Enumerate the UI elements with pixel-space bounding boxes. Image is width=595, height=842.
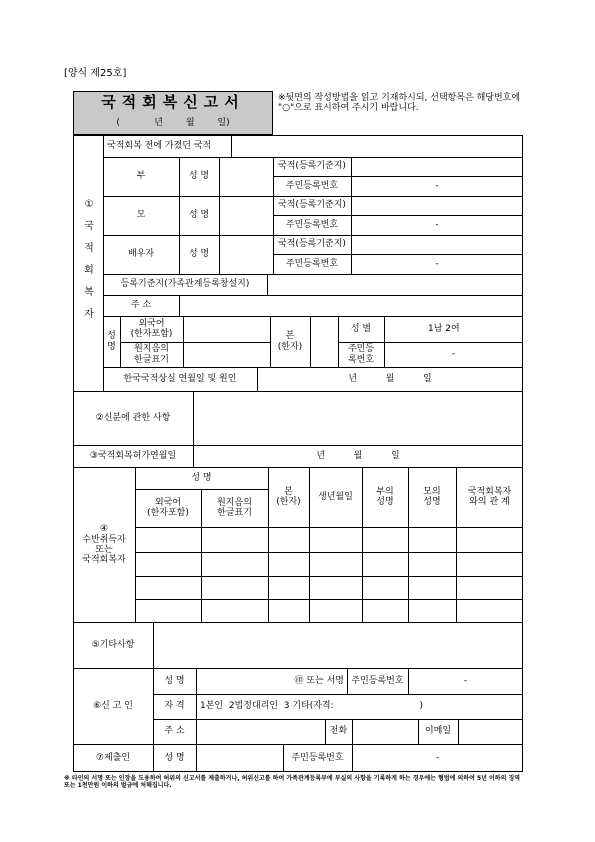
s7-rrn-field[interactable]: - (435, 752, 440, 763)
s6-phone-label: 전화 (329, 726, 348, 737)
form-label: [양식 제25호] (64, 68, 127, 80)
rrn-field[interactable]: - (451, 349, 456, 360)
father-rrn-field[interactable]: - (435, 180, 439, 191)
s7-name-field[interactable] (197, 745, 282, 771)
s6-signature[interactable]: ㊞ 또는 서명 (294, 675, 344, 686)
s4-father-header: 부의 성명 (376, 486, 394, 507)
name-vertical-label: 성 명 (107, 331, 116, 352)
section2-label: ②신분에 관한 사항 (95, 412, 171, 423)
hangul-name-field[interactable] (184, 343, 269, 366)
identity-field[interactable] (194, 392, 522, 444)
s6-qualification-options[interactable]: 1본인 2법정대리인 3 기타(자격: ) (200, 701, 423, 712)
s6-address-label: 주 소 (164, 726, 185, 737)
prev-nationality-label: 국적회복 전에 가졌던 국적 (107, 140, 212, 151)
s4-mother-header: 모의 성명 (423, 486, 441, 507)
section3-label: ③국적회복허가연월일 (89, 450, 177, 461)
table-row[interactable] (136, 577, 522, 598)
table-row[interactable] (136, 528, 522, 551)
spouse-label: 배우자 (127, 249, 155, 260)
s6-rrn-field[interactable]: - (463, 675, 468, 686)
s6-phone-field[interactable] (353, 720, 417, 743)
gender-label: 성 별 (350, 323, 372, 334)
father-nationality-field[interactable] (352, 158, 522, 175)
loss-date-field[interactable]: 년 월 일 (348, 373, 432, 384)
other-notes-field[interactable] (154, 623, 522, 667)
s6-qualification-label: 자 격 (164, 701, 185, 712)
rrn-short-label: 주민등 록번호 (347, 344, 375, 365)
mother-name-label: 성 명 (188, 210, 210, 221)
section6-label: ⑥신 고 인 (93, 700, 133, 711)
mother-nationality-label: 국적(등록기준지) (278, 200, 346, 211)
table-row[interactable] (136, 553, 522, 575)
s4-birth-header: 생년월일 (318, 491, 353, 502)
loss-date-label: 한국국적상실 연월일 및 원인 (123, 373, 237, 384)
mother-nationality-field[interactable] (352, 197, 522, 214)
spouse-name-field[interactable] (220, 236, 272, 273)
s4-relation-header: 국적회복자 와의 관 계 (467, 486, 512, 507)
father-nationality-label: 국적(등록기준지) (278, 161, 346, 172)
table-row[interactable] (136, 600, 522, 621)
s6-address-field[interactable] (197, 720, 324, 743)
section5-label: ⑤기타사항 (91, 639, 135, 650)
s4-bon-header: 본 (한자) (276, 486, 301, 507)
address-field[interactable] (180, 296, 522, 315)
address-label: 주 소 (130, 300, 152, 311)
spouse-rrn-label: 주민등록번호 (285, 258, 339, 269)
mother-name-field[interactable] (220, 197, 272, 234)
spouse-rrn-field[interactable]: - (435, 258, 439, 269)
bon-label: 본 (한자) (277, 331, 303, 352)
mother-rrn-field[interactable]: - (435, 219, 439, 230)
spouse-nationality-label: 국적(등록기준지) (278, 239, 346, 250)
prev-nationality-field[interactable] (232, 136, 522, 157)
s4-foreign-header: 외국어 (한자포함) (147, 497, 189, 518)
registration-base-field[interactable] (268, 275, 522, 294)
s7-name-label: 성 명 (164, 752, 185, 763)
spouse-nationality-field[interactable] (352, 236, 522, 253)
s6-email-label: 이메일 (424, 726, 452, 737)
foreign-lang-label: 외국어 (한자포함) (130, 318, 173, 339)
permit-date-field[interactable]: 년 월 일 (316, 450, 400, 461)
mother-label: 모 (136, 210, 146, 221)
section4-label: ④ 수반취득자 또는 국적회복자 (82, 524, 126, 566)
s4-name-header: 성 명 (191, 472, 212, 483)
section7-label: ⑦제출인 (95, 752, 131, 763)
gender-options[interactable]: 1남 2여 (428, 323, 460, 334)
mother-rrn-label: 주민등록번호 (285, 219, 339, 230)
father-label: 부 (136, 171, 146, 182)
spouse-name-label: 성 명 (188, 249, 210, 260)
footnote: ※ 타인의 서명 또는 인장을 도용하여 허위의 신고서를 제출하거나, 허위신고를 하여 가족관계등록부에 부실의 사항을 기록하게 하는 경우에는 형법에 의하여 5년 이하의 징역 또는 1천만원 이하의 벌금에 처해집니다. (64, 775, 521, 789)
father-name-field[interactable] (220, 158, 272, 195)
instruction-text: ※뒷면의 작성방법을 읽고 기재하시되, 선택항목은 해당번호에 "○"으로 표시하여 주시기 바랍니다. (278, 93, 521, 114)
foreign-name-field[interactable] (184, 317, 269, 341)
s6-rrn-label: 주민등록번호 (351, 675, 404, 686)
registration-base-label: 등록기준지(가족관계등록창설지) (120, 279, 250, 290)
section1-label: ① 국 적 회 복 자 (84, 199, 94, 320)
bon-field[interactable] (311, 317, 337, 366)
s6-name-label: 성 명 (164, 675, 185, 686)
s7-rrn-label: 주민등록번호 (291, 752, 344, 763)
s6-email-field[interactable] (459, 720, 522, 743)
father-rrn-label: 주민등록번호 (285, 180, 339, 191)
hangul-original-label: 원지음의 한글표기 (134, 344, 169, 365)
form-title: 국적회복신고서 (101, 93, 245, 112)
father-name-label: 성 명 (188, 171, 210, 182)
date-line: ( 년 월 일) (116, 117, 230, 128)
s4-hangul-header: 원지음의 한글표기 (217, 497, 252, 518)
